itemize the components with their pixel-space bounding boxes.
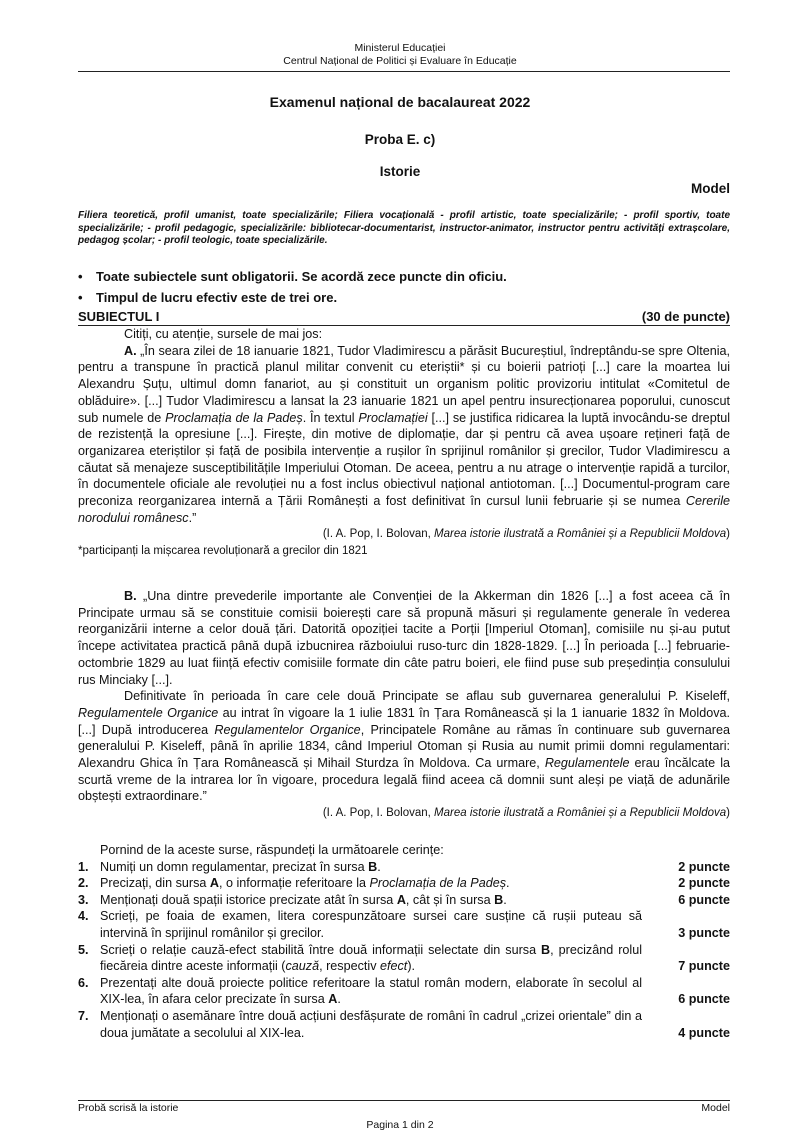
rule-item: • Toate subiectele sunt obligatorii. Se acordă zece puncte din oficiu. — [78, 266, 730, 287]
task-number: 2. — [78, 876, 89, 891]
model-label: Model — [691, 181, 730, 196]
task-item — [78, 892, 730, 909]
source-a-text: A. „În seara zilei de 18 ianuarie 1821, Tudor Vladimirescu a părăsit Bucureștiul, îndreptându-se spre Oltenia, pentru a transpune în practică planul militar convenit cu eteriștii* și cu boierii patrioți [...] care la moartea lui Alexandru Șuțu, ultimul domn fanariot, au și constituit un organism politic provizoriu intitulat «Comitetul de oblăduire». [...] Tudor Vladimirescu a lansat la 23 ianuarie 1821 un apel pentru insurecționarea poporului, cunoscut sub numele de Proclamația de la Padeș. În textul Proclamației [...] se justifica ridicarea la luptă invocându-se dreptul de rezistență la opresiune [...]. Firește, din motive de diplomație, dar și pentru că avea ușoare rețineri față de organizarea eteriștilor și față de posibila intervenție a rușilor în sprijinul românilor și grecilor, Tudor Vladimirescu a căutat să menajeze susceptibilitățile Imperiului Otoman. De aceea, pentru a nu atrage o intervenție rapidă a turcilor, în documentele oficiale ale revoluției nu a fost inclus obiectivul național antiotoman. [...] Documentul-program care preconiza reorganizarea internă a Țării Românești a fost definitivat în cursul lunii februarie și se numea Cererile norodului românesc.” — [78, 343, 730, 525]
center-name: Centrul Național de Politici și Evaluare în Educație — [283, 55, 517, 67]
task-number: 5. — [78, 942, 89, 957]
task-points: 4 puncte — [678, 1025, 730, 1040]
task-item — [78, 942, 730, 975]
task-text: Menționați o asemănare între două acțiuni desfășurate de români în cadrul „crizei orientale” din a doua jumătate a secolului al XIX-lea. — [100, 1008, 642, 1040]
subject-points: (30 de puncte) — [641, 309, 730, 324]
source-b-text: B. „Una dintre prevederile importante ale Convenției de la Akkerman din 1826 [...] a fost aceea că în Principate urmau să se constituie comisii boierești care să propună măsuri și regulamente generale în vederea reorganizării interne a celor două țări. Datorită opoziției tacite a Porții [Imperiul Otoman], comisiile nu și-au putut începe activitatea practică până după izbucnirea războiului ruso-turc din 1828-1829. [...] În perioada [...] februarie-octombrie 1829 au luat ființă efectiv comisiile formate din câte patru boieri, ele fiind puse sub președinția consulului rus Minciaky [...]. — [78, 589, 731, 687]
task-container — [78, 859, 730, 1042]
bullet-icon: • — [78, 269, 83, 284]
ministry-name: Ministerul Educației — [354, 42, 446, 54]
task-number: 7. — [78, 1008, 89, 1023]
instruction-text: Citiți, cu atenție, sursele de mai jos: — [124, 327, 323, 341]
source-a — [78, 326, 730, 560]
source-label: B. — [124, 589, 137, 603]
task-points: 6 puncte — [678, 892, 730, 907]
rules-list — [78, 266, 730, 308]
task-number: 1. — [78, 859, 89, 874]
footer-left: Probă scrisă la istorie — [78, 1102, 179, 1114]
task-text: Precizați, din sursa A, o informație referitoare la Proclamația de la Padeș. — [100, 876, 510, 891]
filiera-text: Filiera teoretică, profil umanist, toate specializările; Filiera vocațională - profil artistic, toate specializările; - profil sportiv, toate specializările; - profil pedagogic, specializările: bibliotecar-documentarist, instructor-animator, instructor pentru activități extrașcolare, pedagog școlar; - profil teologic, toate specializările. — [78, 210, 730, 246]
footnote: *participanți la mișcarea revoluționară a grecilor din 1821 — [78, 545, 368, 558]
task-number: 4. — [78, 909, 89, 924]
bullet-icon: • — [78, 290, 83, 305]
task-item — [78, 975, 730, 1008]
task-points: 3 puncte — [678, 925, 730, 940]
exam-title: Examenul național de bacalaureat 2022 — [269, 94, 531, 110]
task-points: 2 puncte — [678, 876, 730, 891]
source-a-citation: (I. A. Pop, I. Bolovan, Marea istorie ilustrată a României și a Republicii Moldova) — [322, 528, 730, 541]
task-text: Scrieți, pe foaia de examen, litera corespunzătoare sursei care susține că rușii puteau să intervină în sprijinul românilor și grecilor. — [100, 909, 642, 940]
task-points: 7 puncte — [678, 959, 730, 974]
task-item — [78, 1008, 730, 1041]
task-points: 2 puncte — [678, 859, 730, 874]
task-points: 6 puncte — [678, 992, 730, 1007]
task-text: Scrieți o relație cauză-efect stabilită între două informații selectate din sursa B, precizând rolul fiecăreia dintre aceste informații (cauză, respectiv efect). — [100, 942, 642, 974]
footer-divider — [78, 1100, 730, 1101]
task-text: Menționați două spații istorice precizate atât în sursa A, cât și în sursa B. — [100, 892, 507, 907]
task-text: Prezentați alte două proiecte politice referitoare la statul român modern, elaborate în secolul al XIX-lea, în afara celor precizate în sursa A. — [100, 975, 642, 1007]
task-text: Numiți un domn regulamentar, precizat în sursa B. — [100, 859, 381, 874]
source-label: A. — [124, 343, 137, 358]
source-b — [78, 588, 730, 822]
task-list — [78, 842, 730, 1041]
task-item — [78, 908, 730, 941]
task-number: 6. — [78, 975, 89, 990]
page-number: Pagina 1 din 2 — [366, 1119, 434, 1131]
source-b-text-2: Definitivate în perioada în care cele două Principate se aflau sub guvernarea generalului P. Kiseleff, Regulamentele Organice au intrat în vigoare la 1 iulie 1831 în Țara Românească și la 1 ianuarie 1832 în Moldova. [...] După introducerea Regulamentelor Organice, Principatele Române au rămas în continuare sub guvernarea generalului P. Kiseleff, până în aprilie 1834, când Imperiul Otoman și Rusia au numit primii domni regulamentari: Alexandru Ghica în Țara Românească și Mihail Sturdza în Moldova. Ca urmare, Regulamentele erau încălcate la scurtă vreme de la intrarea lor în vigoare, procedura legală fiind aceea că domnii sunt aleși pe viață de adunările obștești extraordinare.” — [78, 689, 731, 804]
rule-item: • Timpul de lucru efectiv este de trei ore. — [78, 287, 730, 308]
footer-right: Model — [701, 1102, 730, 1114]
exam-subject: Istorie — [379, 164, 421, 179]
header-divider — [78, 71, 730, 72]
task-item — [78, 859, 730, 876]
subject-heading — [78, 309, 730, 326]
task-item — [78, 875, 730, 892]
exam-proba: Proba E. c) — [364, 132, 436, 147]
ministry-header — [0, 42, 800, 68]
subject-title: SUBIECTUL I — [78, 309, 160, 324]
task-number: 3. — [78, 892, 89, 907]
source-b-citation: (I. A. Pop, I. Bolovan, Marea istorie ilustrată a României și a Republicii Moldova) — [322, 807, 730, 820]
tasks-intro: Pornind de la aceste surse, răspundeți la următoarele cerințe: — [100, 843, 444, 857]
